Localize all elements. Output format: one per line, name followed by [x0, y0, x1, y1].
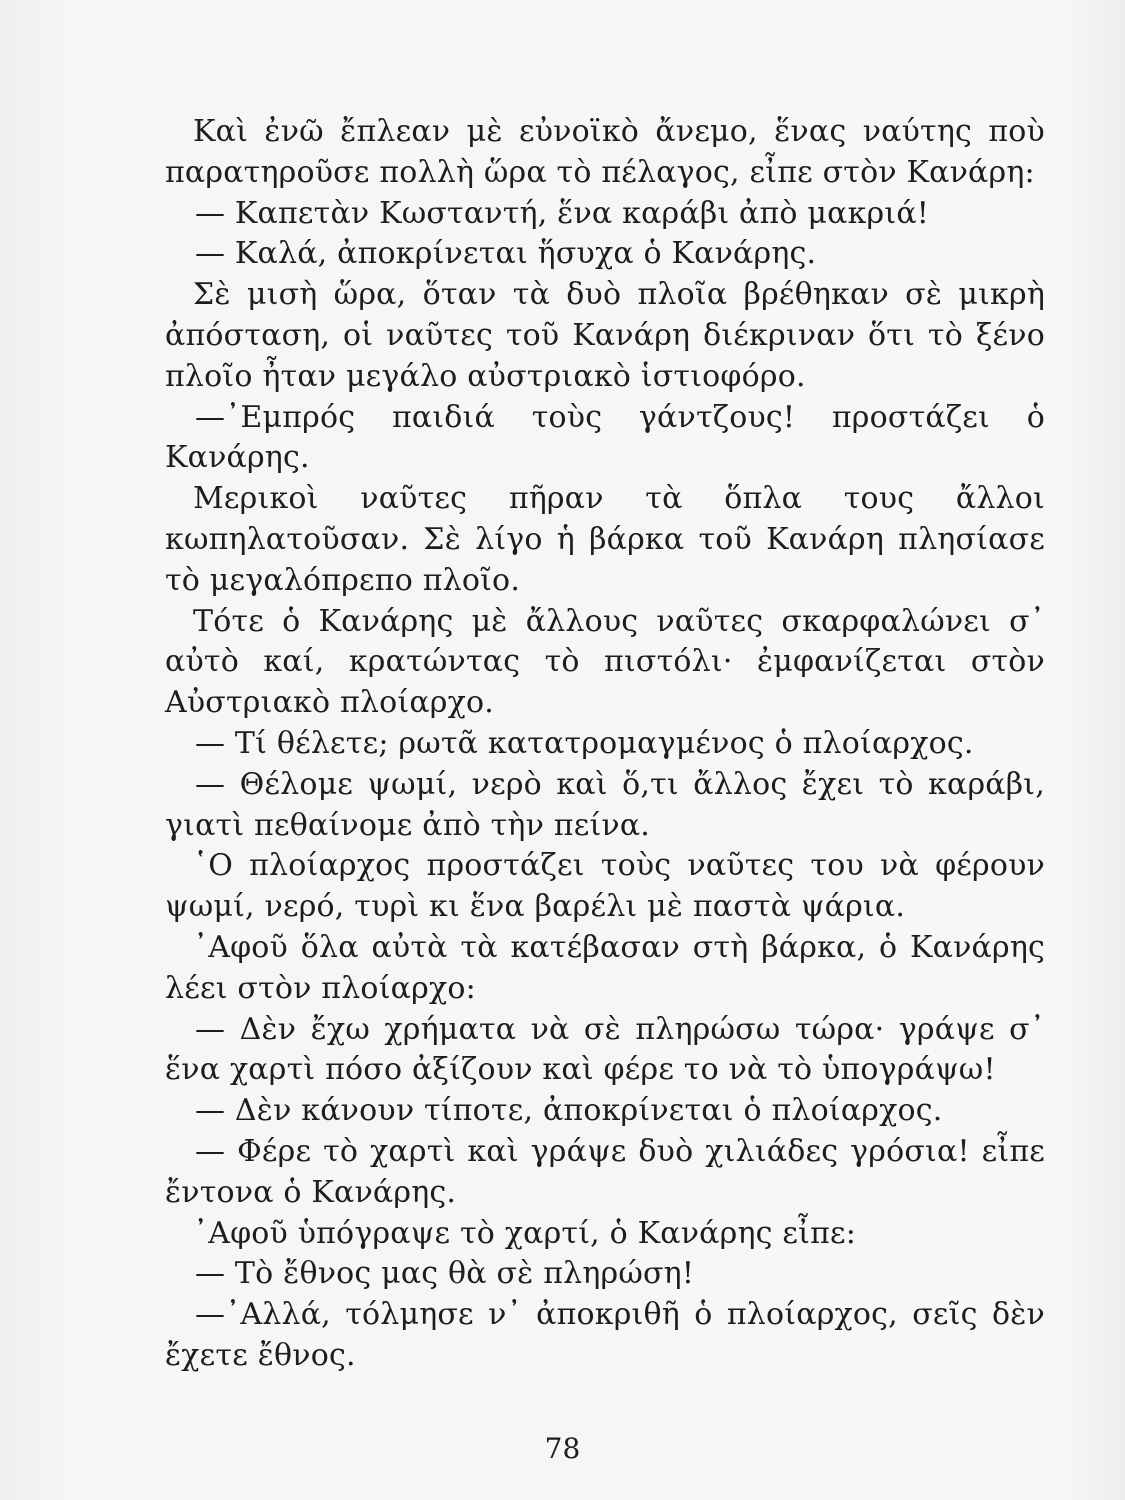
dialogue-line: — Δὲν κάνουν τίποτε, ἀποκρίνεται ὁ πλοίαρχος.: [195, 1093, 943, 1129]
paragraph: ᾽Αφοῦ ὑπόγραψε τὸ χαρτί, ὁ Κανάρης εἶπε:: [193, 1215, 857, 1251]
paragraph: Μερικοὶ ναῦτες πῆραν τὰ ὅπλα τους ἄλλοι κωπηλατοῦσαν. Σὲ λίγο ἡ βάρκα τοῦ Κανάρη πλησίασε τὸ μεγαλόπρεπο πλοῖο.: [165, 481, 1045, 598]
paragraph: ῾Ο πλοίαρχος προστάζει τοὺς ναῦτες του νὰ φέρουν ψωμί, νερό, τυρὶ κι ἕνα βαρέλι μὲ παστὰ ψάρια.: [165, 848, 1045, 925]
paragraph: ᾽Αφοῦ ὅλα αὐτὰ τὰ κατέβασαν στὴ βάρκα, ὁ Κανάρης λέει στὸν πλοίαρχο:: [165, 929, 1045, 1006]
dialogue-line: —᾽Αλλά, τόλμησε ν᾽ ἀποκριθῆ ὁ πλοίαρχος, σεῖς δὲν ἔχετε ἔθνος.: [165, 1297, 1045, 1373]
dialogue-line: —᾽Εμπρός παιδιά τοὺς γάντζους! προστάζει ὁ Κανάρης.: [165, 399, 1045, 476]
dialogue-line: — Καλά, ἀποκρίνεται ἥσυχα ὁ Κανάρης.: [195, 236, 817, 272]
dialogue-line: — Καπετὰν Κωσταντή, ἕνα καράβι ἀπὸ μακριά!: [195, 195, 930, 231]
dialogue-line: — Τὸ ἔθνος μας θὰ σὲ πληρώση!: [195, 1256, 695, 1292]
paragraph: Καὶ ἐνῶ ἔπλεαν μὲ εὐνοϊκὸ ἄνεμο, ἕνας ναύτης ποὺ παρατηροῦσε πολλὴ ὥρα τὸ πέλαγος, εἶπε στὸν Κανάρη:: [165, 114, 1045, 190]
dialogue-line: — Φέρε τὸ χαρτὶ καὶ γράψε δυὸ χιλιάδες γρόσια! εἶπε ἔντονα ὁ Κανάρης.: [165, 1133, 1045, 1210]
page-body-text: [165, 112, 1045, 1377]
paragraph: Τότε ὁ Κανάρης μὲ ἄλλους ναῦτες σκαρφαλώνει σ᾽ αὐτὸ καί, κρατώντας τὸ πιστόλι· ἐμφανίζεται στὸν Αὐστριακὸ πλοίαρχο.: [165, 603, 1045, 721]
dialogue-line: — Δὲν ἔχω χρήματα νὰ σὲ πληρώσω τώρα· γράψε σ᾽ ἕνα χαρτὶ πόσο ἀξίζουν καὶ φέρε το νὰ τὸ ὑπογράψω!: [165, 1011, 1045, 1088]
paragraph: Σὲ μισὴ ὥρα, ὅταν τὰ δυὸ πλοῖα βρέθηκαν σὲ μικρὴ ἀπόσταση, οἱ ναῦτες τοῦ Κανάρη διέκριναν ὅτι τὸ ξένο πλοῖο ἦταν μεγάλο αὐστριακὸ ἱστιοφόρο.: [165, 277, 1045, 394]
page-number: 78: [544, 1432, 581, 1465]
dialogue-line: — Τί θέλετε; ρωτᾶ κατατρομαγμένος ὁ πλοίαρχος.: [195, 725, 974, 761]
dialogue-line: — Θέλομε ψωμί, νερὸ καὶ ὅ,τι ἄλλος ἔχει τὸ καράβι, γιατὶ πεθαίνομε ἀπὸ τὴν πείνα.: [165, 766, 1045, 843]
